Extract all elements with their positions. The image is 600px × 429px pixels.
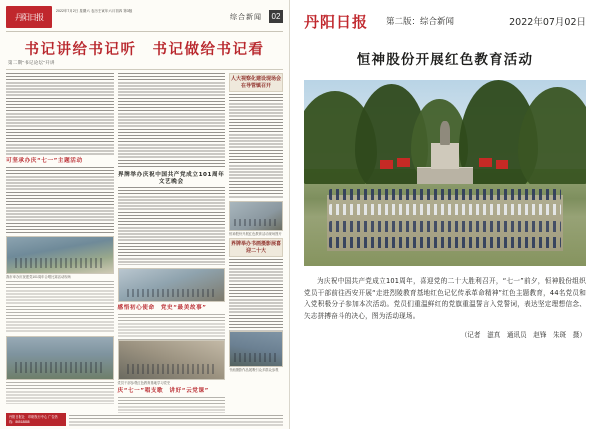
scan-photo-caption: 党员干部参观红色教育基地学习党史 bbox=[117, 381, 171, 386]
crowd-row bbox=[329, 189, 560, 200]
body-text-block bbox=[6, 382, 114, 404]
scan-col2-heading-1: 界牌举办庆祝中国共产党成立101周年文艺晚会 bbox=[118, 172, 225, 185]
photo-crowd bbox=[304, 188, 586, 262]
scan-columns bbox=[6, 73, 283, 413]
body-text-block bbox=[118, 397, 226, 413]
body-text-block bbox=[118, 187, 226, 265]
scan-photo bbox=[6, 336, 114, 380]
scan-header bbox=[6, 6, 283, 32]
scan-divider bbox=[6, 69, 283, 70]
photo-statue bbox=[440, 121, 450, 145]
scan-col2-heading-2: 感悟初心使命 党史“最美故事” bbox=[117, 305, 207, 312]
photo-red-flag bbox=[479, 158, 492, 167]
body-text-block bbox=[6, 281, 114, 333]
newspaper-scan-panel bbox=[0, 0, 290, 429]
scan-subheadline: 第二期“书记论坛”开讲 bbox=[8, 60, 55, 65]
scan-photo bbox=[229, 331, 283, 367]
scan-photo bbox=[229, 201, 283, 231]
scan-col3-heading-2: 界牌举办书画摄影展喜迎二十大 bbox=[229, 238, 283, 257]
scan-page-number: 02 bbox=[269, 10, 283, 23]
photo-monument-base bbox=[417, 167, 473, 184]
scan-col1-heading: 可坚承办庆“七一”主题活动 bbox=[6, 158, 83, 164]
scan-photo-caption: 书画摄影作品展吸引众多群众参观 bbox=[229, 368, 279, 373]
article-logo: 丹阳日报 bbox=[304, 12, 369, 31]
scan-col2-heading-3: 庆“七一”唱支歌 讲好“云党课” bbox=[117, 388, 209, 395]
scan-section-label: 综合新闻 bbox=[230, 14, 262, 21]
body-text-block bbox=[6, 73, 114, 155]
photo-red-flag bbox=[397, 158, 410, 167]
scan-footer bbox=[6, 413, 283, 426]
article-date: 2022年07月02日 bbox=[509, 17, 586, 28]
scan-headline: 书记讲给书记听 书记做给书记看 bbox=[24, 42, 265, 58]
article-title: 恒神股份开展红色教育活动 bbox=[356, 52, 534, 68]
body-text-block bbox=[6, 167, 114, 233]
scan-footer-note: 丹阳日报社 印刷发行中心 广告热线：86518888 bbox=[6, 413, 66, 426]
scan-footer-text-block bbox=[69, 415, 283, 426]
scan-photo bbox=[6, 236, 114, 274]
scan-column-1 bbox=[6, 73, 114, 413]
article-body: 为庆祝中国共产党成立101周年，喜迎党的二十大胜利召开，“七一”前夕，恒神股份组织党员干部前往西安开展“走进烈陵教育基地红色记忆传承革命精神”红色主题教育，44名党员和入党积极分子参加本次活动。党员们重温鲜红的党旗重温誓言入党誓词，表达坚定理想信念、矢志拼搏奋斗的决心，图为活动现场。 bbox=[304, 277, 586, 320]
article-photo bbox=[304, 80, 586, 266]
scan-photo-caption: 我市举办庆祝建党101周年合唱比赛活动现场 bbox=[6, 274, 71, 279]
body-text-block bbox=[229, 259, 283, 331]
photo-monument-pedestal bbox=[431, 143, 459, 169]
photo-red-flag bbox=[496, 160, 509, 169]
article-header bbox=[304, 10, 586, 32]
body-text-block bbox=[229, 94, 283, 198]
scan-date-line: 2022年7月2日 星期六 农历壬寅年六月初四 第3版 bbox=[56, 9, 133, 13]
scan-column-2 bbox=[118, 73, 226, 413]
crowd-row bbox=[329, 204, 560, 215]
scan-col3-heading-1: 人大视察化建设现场会在导管镇召开 bbox=[229, 73, 283, 92]
body-text-block bbox=[118, 314, 226, 340]
body-text-block bbox=[118, 73, 226, 169]
scan-photo bbox=[118, 340, 226, 380]
article-panel bbox=[290, 0, 600, 429]
crowd-row bbox=[329, 237, 560, 248]
photo-red-flag bbox=[380, 160, 393, 169]
scan-photo bbox=[118, 268, 226, 302]
crowd-row bbox=[329, 221, 560, 232]
masthead-logo: 丹阳日报 bbox=[6, 6, 52, 28]
scan-photo-caption: 恒神股份开展红色教育活动现场图片 bbox=[229, 232, 282, 236]
scan-column-3 bbox=[229, 73, 283, 413]
article-section-label: 第二版：综合新闻 bbox=[386, 17, 455, 27]
article-byline: （记者 滋真 通讯员 赵锋 朱斑 摄） bbox=[460, 331, 586, 340]
